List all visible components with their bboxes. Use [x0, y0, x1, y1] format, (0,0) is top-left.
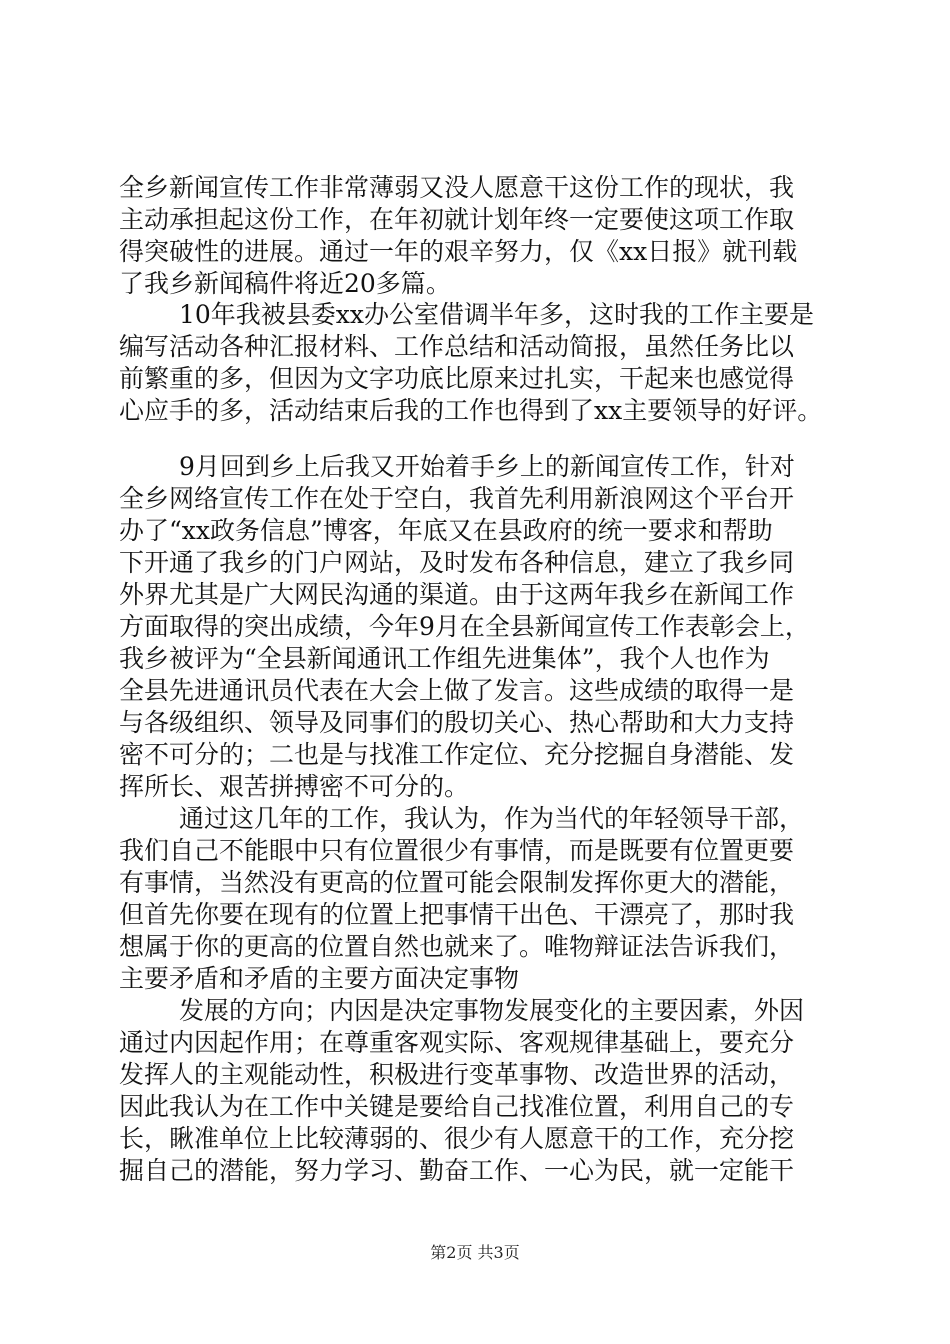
- text-line: 得突破性的进展。通过一年的艰辛努力，仅《xx日报》就刊载: [119, 237, 798, 266]
- paragraph-reflection: [119, 803, 837, 995]
- text-line: 我们自己不能眼中只有位置很少有事情，而是既要有位置更要: [119, 836, 795, 865]
- paragraph-dialectics: [119, 995, 837, 1187]
- text-line: 编写活动各种汇报材料、工作总结和活动简报，虽然任务比以: [119, 332, 795, 361]
- text-line: 发展的方向；内因是决定事物发展变化的主要因素，外因: [179, 996, 805, 1025]
- text-line: 前繁重的多，但因为文字功底比原来过扎实，干起来也感觉得: [119, 364, 795, 393]
- paragraph-secondment: [119, 299, 837, 427]
- paragraph-news-work-start: [119, 172, 837, 300]
- text-line: 发挥人的主观能动性，积极进行变革事物、改造世界的活动，: [119, 1060, 795, 1089]
- page-number-footer: 第2页 共3页: [430, 1243, 520, 1262]
- text-line: 9月回到乡上后我又开始着手乡上的新闻宣传工作，针对: [179, 452, 795, 481]
- text-line: 下开通了我乡的门户网站，及时发布各种信息，建立了我乡同: [119, 548, 795, 577]
- text-line: 外界尤其是广大网民沟通的渠道。由于这两年我乡在新闻工作: [119, 580, 795, 609]
- text-line: 通过内因起作用；在尊重客观实际、客观规律基础上，要充分: [119, 1028, 795, 1057]
- text-line: 10年我被县委xx办公室借调半年多，这时我的工作主要是: [179, 300, 815, 329]
- text-line: 全乡新闻宣传工作非常薄弱又没人愿意干这份工作的现状，我: [119, 173, 795, 202]
- text-line: 通过这几年的工作，我认为，作为当代的年轻领导干部，: [179, 804, 805, 833]
- paragraph-network-publicity: [119, 451, 837, 803]
- text-line: 主要矛盾和矛盾的主要方面决定事物: [119, 964, 520, 993]
- text-line: 因此我认为在工作中关键是要给自己找准位置，利用自己的专: [119, 1092, 795, 1121]
- text-line: 办了“xx政务信息”博客，年底又在县政府的统一要求和帮助: [119, 516, 773, 545]
- text-line: 有事情，当然没有更高的位置可能会限制发挥你更大的潜能，: [119, 868, 795, 897]
- text-line: 心应手的多，活动结束后我的工作也得到了xx主要领导的好评。: [119, 396, 823, 425]
- main-body: [119, 451, 837, 1187]
- text-line: 了我乡新闻稿件将近20多篇。: [119, 269, 451, 298]
- text-line: 密不可分的；二也是与找准工作定位、充分挖掘自身潜能、发: [119, 740, 795, 769]
- text-line: 挥所长、艰苦拼搏密不可分的。: [119, 772, 470, 801]
- text-line: 与各级组织、领导及同事们的殷切关心、热心帮助和大力支持: [119, 708, 795, 737]
- text-line: 主动承担起这份工作，在年初就计划年终一定要使这项工作取: [119, 205, 795, 234]
- text-line: 掘自己的潜能，努力学习、勤奋工作、一心为民，就一定能干: [119, 1156, 795, 1185]
- text-line: 方面取得的突出成绩，今年9月在全县新闻宣传工作表彰会上，: [119, 612, 810, 641]
- text-line: 我乡被评为“全县新闻通讯工作组先进集体”，我个人也作为: [119, 644, 770, 673]
- text-line: 全乡网络宣传工作在处于空白，我首先利用新浪网这个平台开: [119, 484, 795, 513]
- text-line: 长，瞅准单位上比较薄弱的、很少有人愿意干的工作，充分挖: [119, 1124, 795, 1153]
- text-line: 全县先进通讯员代表在大会上做了发言。这些成绩的取得一是: [119, 676, 795, 705]
- text-line: 想属于你的更高的位置自然也就来了。唯物辩证法告诉我们，: [119, 932, 795, 961]
- text-line: 但首先你要在现有的位置上把事情干出色、干漂亮了，那时我: [119, 900, 795, 929]
